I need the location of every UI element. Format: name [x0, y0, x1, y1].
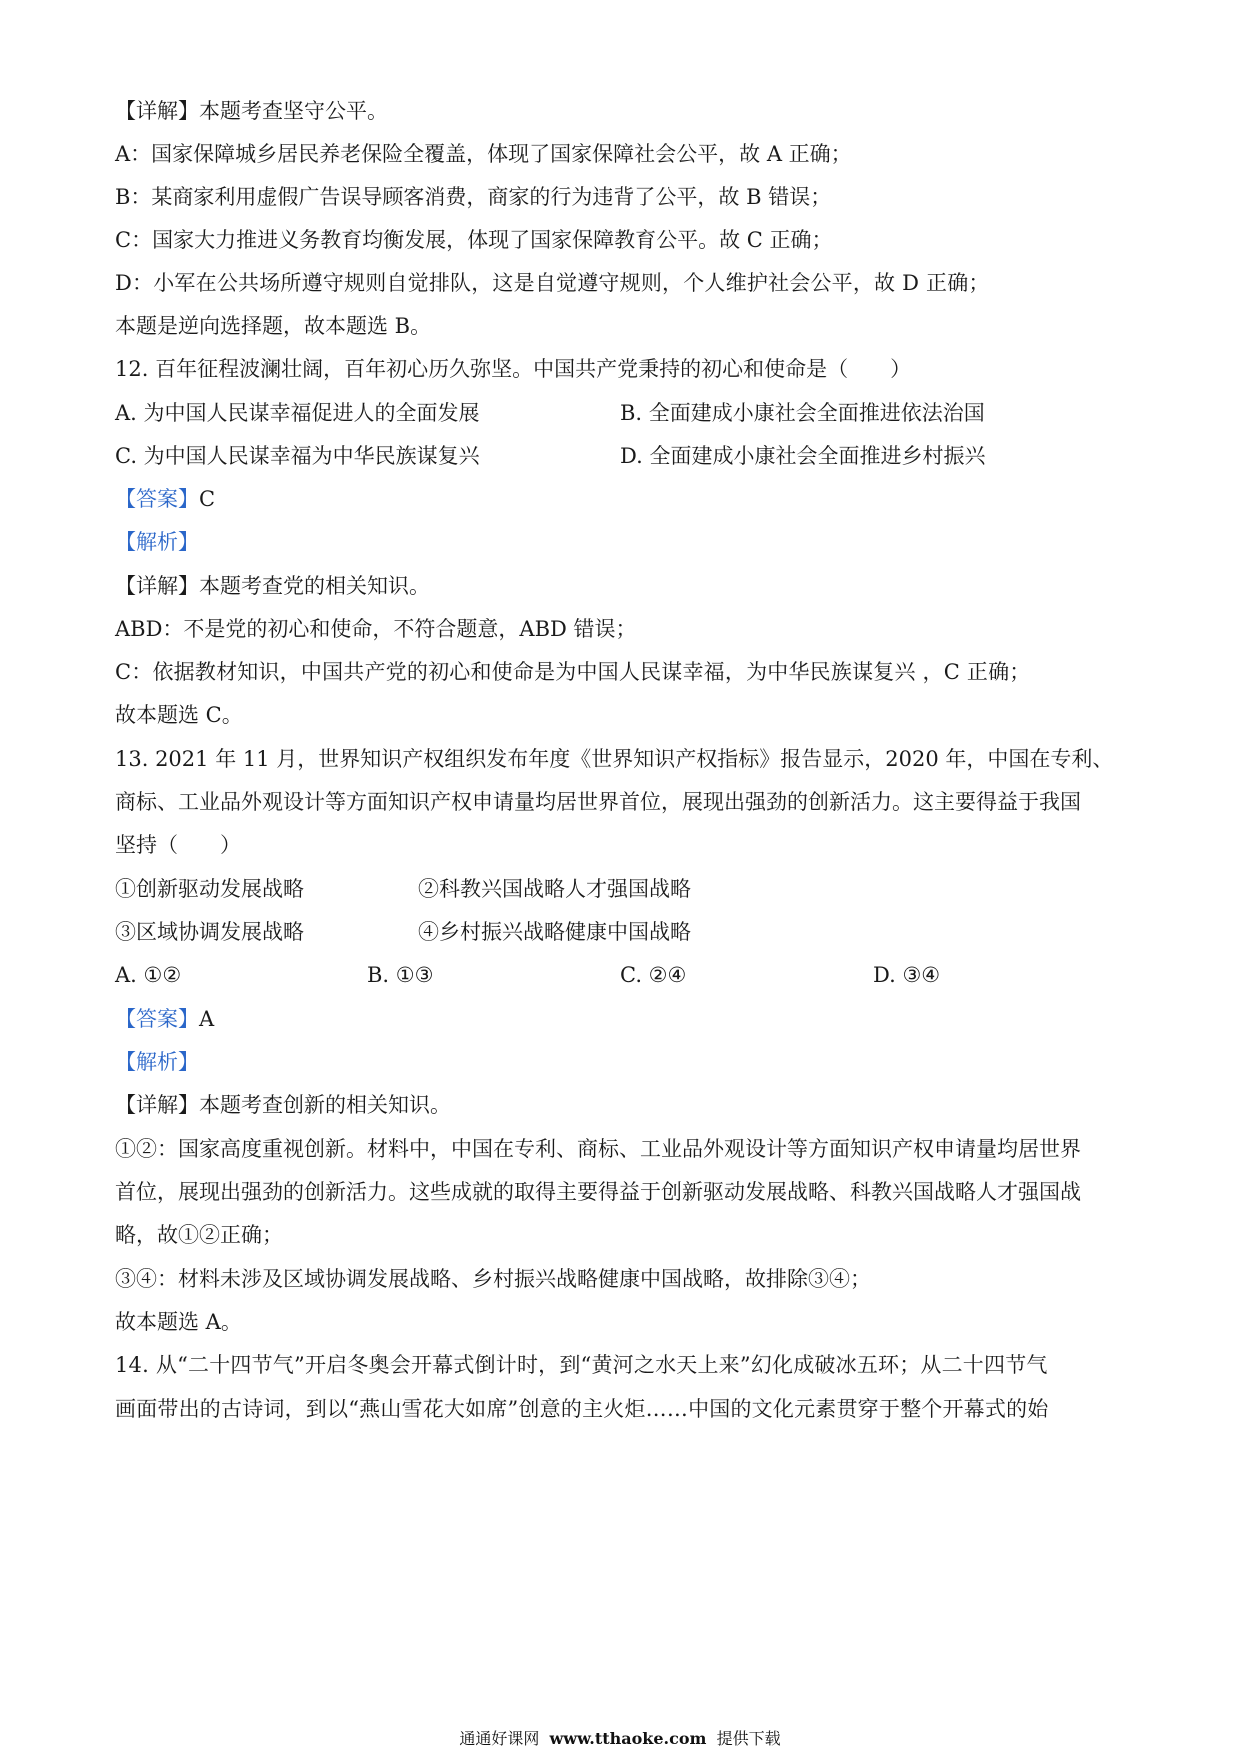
answer-value: C	[199, 487, 216, 511]
q14-stem-line-1: 14. 从“二十四节气”开启冬奥会开幕式倒计时，到“黄河之水天上来”幻化成破冰五环；从二十四节气	[115, 1353, 1048, 1377]
explanation-line-c: C：国家大力推进义务教育均衡发展，体现了国家保障教育公平。故 C 正确；	[115, 228, 833, 252]
q12-explanation-abd: ABD：不是党的初心和使命，不符合题意，ABD 错误；	[115, 617, 637, 641]
footer-url[interactable]: www.tthaoke.com	[549, 1729, 707, 1748]
q13-detail: 【详解】本题考查创新的相关知识。	[115, 1093, 451, 1117]
page-footer	[0, 1728, 1240, 1750]
q13-analysis-tag: 【解析】	[115, 1050, 199, 1074]
explanation-line-d: D：小军在公共场所遵守规则自觉排队，这是自觉遵守规则，个人维护社会公平，故 D 正确；	[115, 271, 990, 295]
q12-option-c: C. 为中国人民谋幸福为中华民族谋复兴	[115, 444, 480, 468]
conclusion-line: 本题是逆向选择题，故本题选 B。	[115, 314, 432, 338]
explanation-line-b: B：某商家利用虚假广告误导顾客消费，商家的行为违背了公平，故 B 错误；	[115, 185, 832, 209]
q13-explanation-line-4: ③④：材料未涉及区域协调发展战略、乡村振兴战略健康中国战略，故排除③④；	[115, 1267, 871, 1291]
q12-answer	[115, 484, 1125, 514]
q13-item-2: ②科教兴国战略人才强国战略	[418, 877, 691, 901]
footer-site-name: 通通好课网	[459, 1729, 540, 1748]
q13-item-3: ③区域协调发展战略	[115, 920, 304, 944]
q12-option-d: D. 全面建成小康社会全面推进乡村振兴	[620, 444, 986, 468]
q13-option-c: C. ②④	[620, 963, 687, 987]
q13-item-1: ①创新驱动发展战略	[115, 877, 304, 901]
q13-explanation-line-1: ①②：国家高度重视创新。材料中，中国在专利、商标、工业品外观设计等方面知识产权申请量均居世界	[115, 1137, 1081, 1161]
explanation-line-a: A：国家保障城乡居民养老保险全覆盖，体现了国家保障社会公平，故 A 正确；	[115, 142, 852, 166]
answer-tag: 【答案】	[115, 1007, 199, 1031]
q13-stem-line-2: 商标、工业品外观设计等方面知识产权申请量均居世界首位，展现出强劲的创新活力。这主要得益于我国	[115, 790, 1081, 814]
q13-conclusion: 故本题选 A。	[115, 1310, 242, 1334]
q13-option-a: A. ①②	[115, 963, 182, 987]
detail-line: 【详解】本题考查坚守公平。	[115, 99, 388, 123]
q12-option-a: A. 为中国人民谋幸福促进人的全面发展	[115, 401, 480, 425]
q13-option-d: D. ③④	[873, 963, 941, 987]
q12-stem: 12. 百年征程波澜壮阔，百年初心历久弥坚。中国共产党秉持的初心和使命是（ ）	[115, 357, 912, 381]
footer-note: 提供下载	[716, 1729, 781, 1748]
q13-item-4: ④乡村振兴战略健康中国战略	[418, 920, 691, 944]
q13-explanation-line-3: 略，故①②正确；	[115, 1223, 283, 1247]
q12-conclusion: 故本题选 C。	[115, 703, 243, 727]
q12-option-b: B. 全面建成小康社会全面推进依法治国	[620, 401, 985, 425]
q13-explanation-line-2: 首位，展现出强劲的创新活力。这些成就的取得主要得益于创新驱动发展战略、科教兴国战略人才强国战	[115, 1180, 1081, 1204]
answer-value: A	[199, 1007, 215, 1031]
q12-analysis-tag: 【解析】	[115, 530, 199, 554]
q13-option-b: B. ①③	[367, 963, 434, 987]
q14-stem-line-2: 画面带出的古诗词，到以“燕山雪花大如席”创意的主火炬……中国的文化元素贯穿于整个开幕式的始	[115, 1397, 1049, 1421]
q12-explanation-c: C：依据教材知识，中国共产党的初心和使命是为中国人民谋幸福，为中华民族谋复兴 ，C 正确；	[115, 660, 1031, 684]
q12-detail: 【详解】本题考查党的相关知识。	[115, 574, 430, 598]
q13-answer	[115, 1004, 1125, 1034]
answer-tag: 【答案】	[115, 487, 199, 511]
q13-stem-line-3: 坚持（ ）	[115, 833, 241, 857]
q13-stem-line-1: 13. 2021 年 11 月，世界知识产权组织发布年度《世界知识产权指标》报告显示，2020 年，中国在专利、	[115, 747, 1114, 771]
